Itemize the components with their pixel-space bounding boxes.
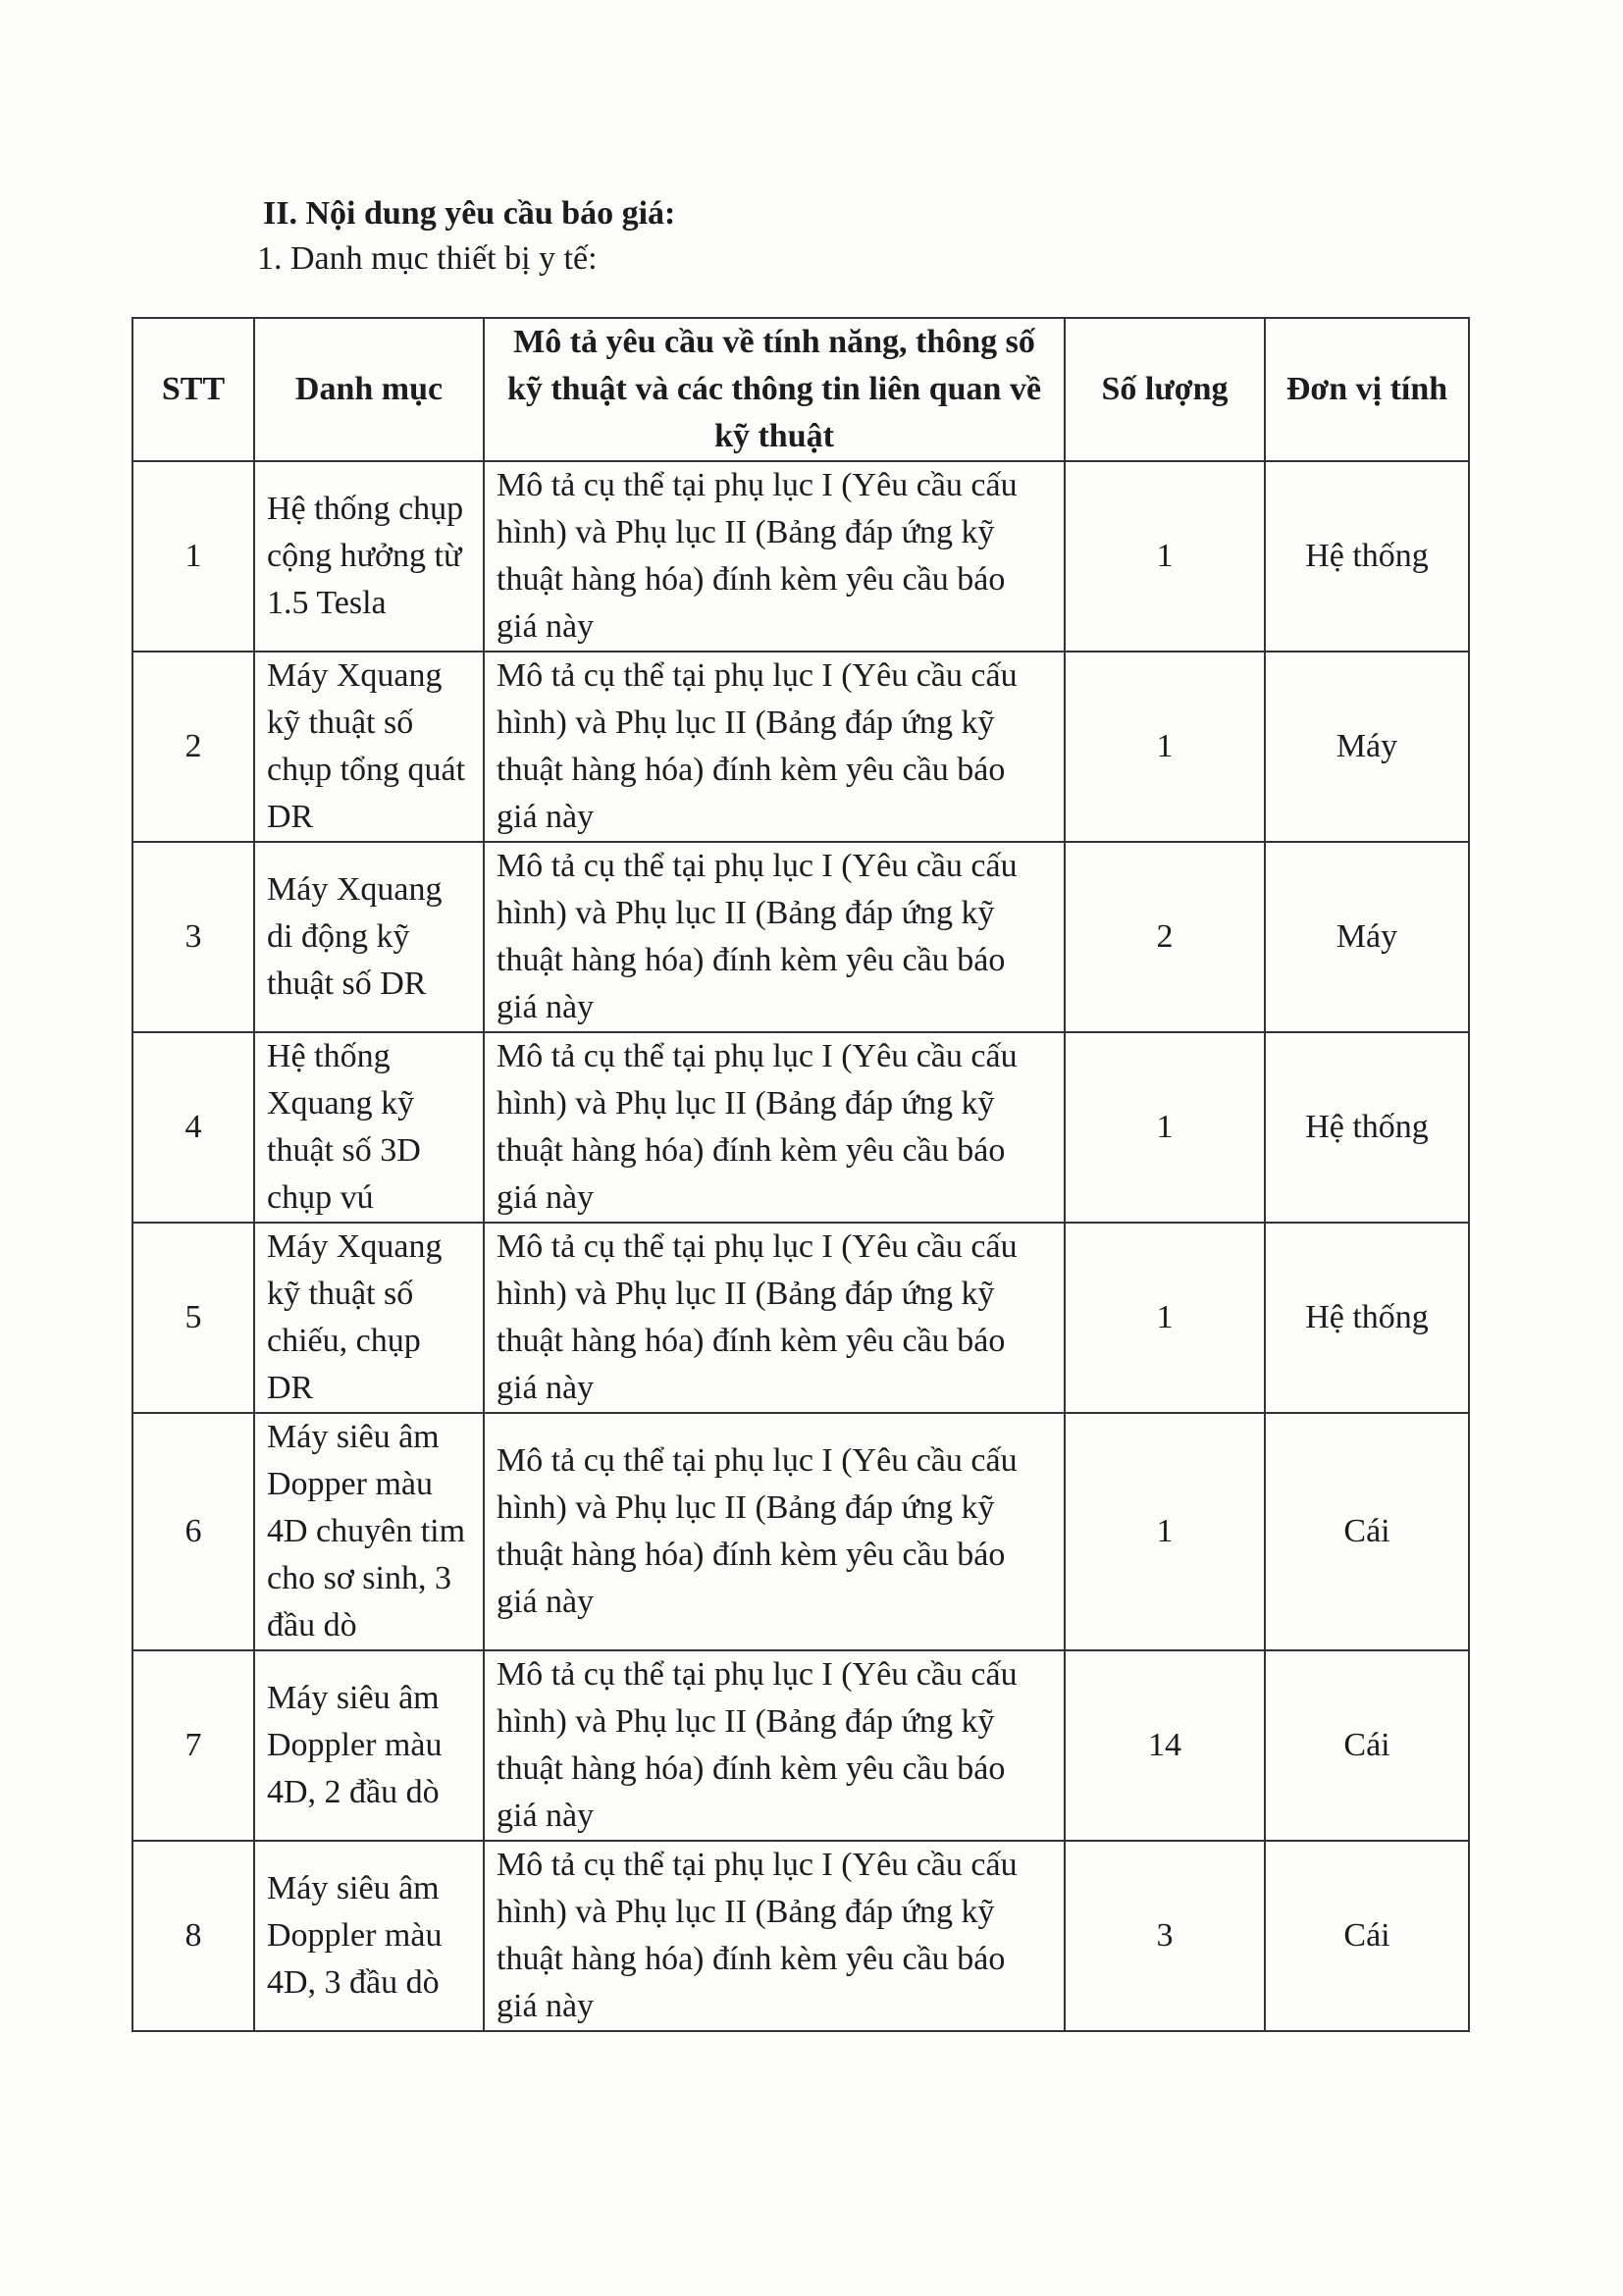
equipment-table bbox=[131, 317, 1470, 2032]
cell-unit: Cái bbox=[1265, 1841, 1469, 2031]
cell-quantity: 1 bbox=[1065, 652, 1265, 842]
cell-stt: 7 bbox=[132, 1650, 254, 1841]
cell-stt: 5 bbox=[132, 1223, 254, 1413]
table-row bbox=[132, 1223, 1469, 1413]
cell-description: Mô tả cụ thể tại phụ lục I (Yêu cầu cấu hình) và Phụ lục II (Bảng đáp ứng kỹ thuật hàng hóa) đính kèm yêu cầu báo giá này bbox=[484, 461, 1065, 652]
cell-unit: Hệ thống bbox=[1265, 1223, 1469, 1413]
cell-description: Mô tả cụ thể tại phụ lục I (Yêu cầu cấu hình) và Phụ lục II (Bảng đáp ứng kỹ thuật hàng hóa) đính kèm yêu cầu báo giá này bbox=[484, 1032, 1065, 1223]
cell-quantity: 2 bbox=[1065, 842, 1265, 1032]
table-row bbox=[132, 652, 1469, 842]
cell-description: Mô tả cụ thể tại phụ lục I (Yêu cầu cấu hình) và Phụ lục II (Bảng đáp ứng kỹ thuật hàng hóa) đính kèm yêu cầu báo giá này bbox=[484, 1223, 1065, 1413]
table-row bbox=[132, 461, 1469, 652]
cell-description: Mô tả cụ thể tại phụ lục I (Yêu cầu cấu hình) và Phụ lục II (Bảng đáp ứng kỹ thuật hàng hóa) đính kèm yêu cầu báo giá này bbox=[484, 842, 1065, 1032]
cell-name: Hệ thống chụp cộng hưởng từ 1.5 Tesla bbox=[254, 461, 484, 652]
cell-quantity: 1 bbox=[1065, 461, 1265, 652]
cell-unit: Máy bbox=[1265, 652, 1469, 842]
cell-stt: 3 bbox=[132, 842, 254, 1032]
cell-name: Hệ thống Xquang kỹ thuật số 3D chụp vú bbox=[254, 1032, 484, 1223]
cell-stt: 8 bbox=[132, 1841, 254, 2031]
cell-unit: Máy bbox=[1265, 842, 1469, 1032]
cell-stt: 6 bbox=[132, 1413, 254, 1650]
cell-stt: 4 bbox=[132, 1032, 254, 1223]
cell-quantity: 14 bbox=[1065, 1650, 1265, 1841]
cell-stt: 2 bbox=[132, 652, 254, 842]
cell-quantity: 1 bbox=[1065, 1032, 1265, 1223]
section-heading: II. Nội dung yêu cầu báo giá: bbox=[263, 195, 676, 232]
header-unit: Đơn vị tính bbox=[1265, 318, 1469, 461]
table-row bbox=[132, 1032, 1469, 1223]
cell-description: Mô tả cụ thể tại phụ lục I (Yêu cầu cấu hình) và Phụ lục II (Bảng đáp ứng kỹ thuật hàng hóa) đính kèm yêu cầu báo giá này bbox=[484, 1413, 1065, 1650]
cell-name: Máy Xquang kỹ thuật số chụp tổng quát DR bbox=[254, 652, 484, 842]
cell-name: Máy siêu âm Dopper màu 4D chuyên tim cho sơ sinh, 3 đầu dò bbox=[254, 1413, 484, 1650]
cell-description: Mô tả cụ thể tại phụ lục I (Yêu cầu cấu hình) và Phụ lục II (Bảng đáp ứng kỹ thuật hàng hóa) đính kèm yêu cầu báo giá này bbox=[484, 1650, 1065, 1841]
table-row bbox=[132, 842, 1469, 1032]
cell-unit: Cái bbox=[1265, 1413, 1469, 1650]
cell-name: Máy Xquang kỹ thuật số chiếu, chụp DR bbox=[254, 1223, 484, 1413]
table-row bbox=[132, 1650, 1469, 1841]
cell-name: Máy Xquang di động kỹ thuật số DR bbox=[254, 842, 484, 1032]
table-header-row bbox=[132, 318, 1469, 461]
cell-quantity: 3 bbox=[1065, 1841, 1265, 2031]
table-row bbox=[132, 1413, 1469, 1650]
cell-quantity: 1 bbox=[1065, 1223, 1265, 1413]
cell-unit: Hệ thống bbox=[1265, 1032, 1469, 1223]
section-subheading: 1. Danh mục thiết bị y tế: bbox=[257, 240, 598, 277]
cell-name: Máy siêu âm Doppler màu 4D, 2 đầu dò bbox=[254, 1650, 484, 1841]
header-description: Mô tả yêu cầu về tính năng, thông số kỹ thuật và các thông tin liên quan về kỹ thuật bbox=[484, 318, 1065, 461]
cell-quantity: 1 bbox=[1065, 1413, 1265, 1650]
header-stt: STT bbox=[132, 318, 254, 461]
cell-name: Máy siêu âm Doppler màu 4D, 3 đầu dò bbox=[254, 1841, 484, 2031]
cell-unit: Cái bbox=[1265, 1650, 1469, 1841]
header-name: Danh mục bbox=[254, 318, 484, 461]
cell-description: Mô tả cụ thể tại phụ lục I (Yêu cầu cấu hình) và Phụ lục II (Bảng đáp ứng kỹ thuật hàng hóa) đính kèm yêu cầu báo giá này bbox=[484, 1841, 1065, 2031]
table-row bbox=[132, 1841, 1469, 2031]
cell-description: Mô tả cụ thể tại phụ lục I (Yêu cầu cấu hình) và Phụ lục II (Bảng đáp ứng kỹ thuật hàng hóa) đính kèm yêu cầu báo giá này bbox=[484, 652, 1065, 842]
header-quantity: Số lượng bbox=[1065, 318, 1265, 461]
cell-unit: Hệ thống bbox=[1265, 461, 1469, 652]
cell-stt: 1 bbox=[132, 461, 254, 652]
